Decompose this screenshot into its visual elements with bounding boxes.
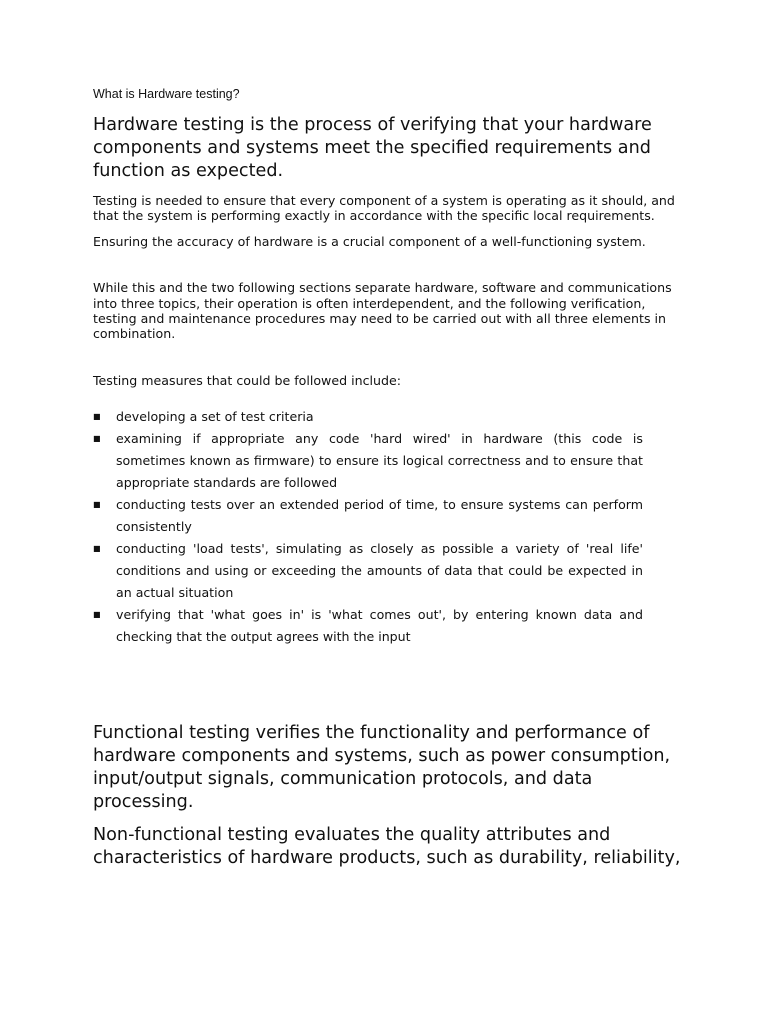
testing-measures-list — [93, 406, 643, 648]
bullet-icon: ■ — [93, 500, 101, 510]
list-item: ■ developing a set of test criteria — [93, 406, 643, 428]
lead-paragraph: Hardware testing is the process of verifying that your hardware components and systems meet the specified requirements and function as expected. — [93, 115, 652, 181]
bullet-icon: ■ — [93, 544, 101, 554]
list-item: ■ examining if appropriate any code 'hard wired' in hardware (this code is sometimes known as firmware) to ensure its logical correctness and to ensure that appropriate standards are followed — [93, 428, 643, 494]
question-heading: What is Hardware testing? — [93, 87, 240, 101]
bullet-icon: ■ — [93, 412, 101, 422]
paragraph-2: Ensuring the accuracy of hardware is a crucial component of a well-functioning system. — [93, 233, 646, 249]
document-body — [93, 86, 683, 648]
list-item: ■ verifying that 'what goes in' is 'what comes out', by entering known data and checking that the output agrees with the input — [93, 604, 643, 648]
paragraph-3: While this and the two following sections separate hardware, software and communications into three topics, their operation is often interdependent, and the following verification, testing and maintenance procedures may need to be carried out with all three elements in combination. — [93, 280, 672, 342]
paragraph-1: Testing is needed to ensure that every component of a system is operating as it should, and that the system is performing exactly in accordance with the specific local requirements. — [93, 193, 675, 224]
bullet-icon: ■ — [93, 434, 101, 444]
non-functional-testing-paragraph: Non-functional testing evaluates the quality attributes and characteristics of hardware products, such as durability, reliability, — [93, 825, 681, 868]
testing-types-section — [93, 722, 683, 880]
list-item: ■ conducting 'load tests', simulating as closely as possible a variety of 'real life' conditions and using or exceeding the amounts of data that could be expected in an actual situation — [93, 538, 643, 604]
functional-testing-paragraph: Functional testing verifies the functionality and performance of hardware components and systems, such as power consumption, input/output signals, communication protocols, and data processing. — [93, 723, 671, 812]
list-item: ■ conducting tests over an extended period of time, to ensure systems can perform consistently — [93, 494, 643, 538]
bullet-icon: ■ — [93, 610, 101, 620]
paragraph-4: Testing measures that could be followed include: — [93, 372, 401, 388]
